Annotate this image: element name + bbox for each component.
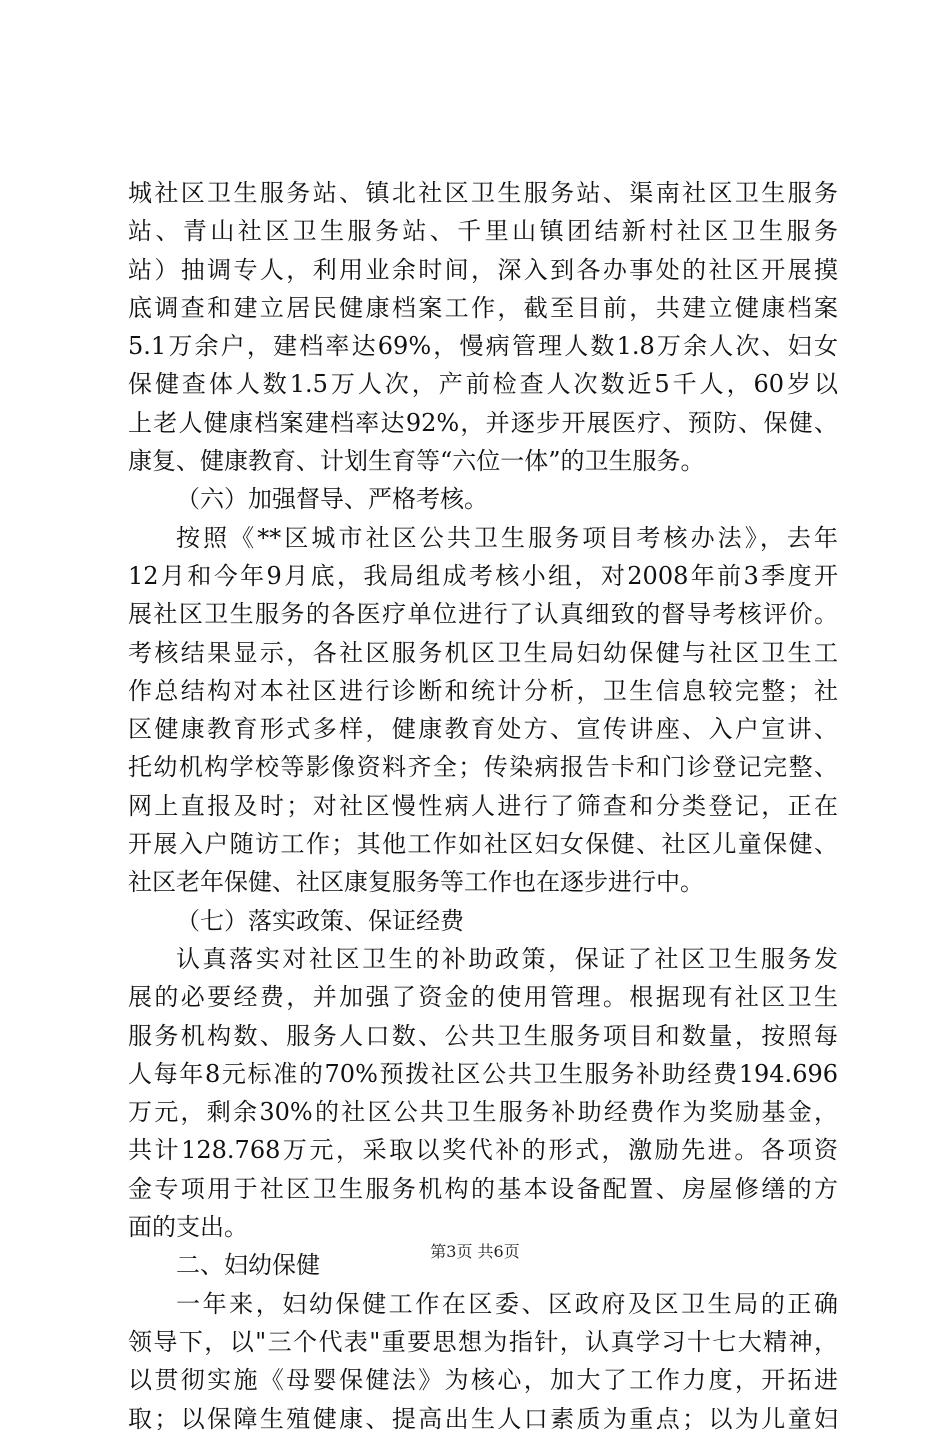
text-line: 城社区卫生服务站、镇北社区卫生服务站、渠南社区卫生服务 <box>128 179 838 207</box>
text-line: 领导下，以"三个代表"重要思想为指针，认真学习十七大精神， <box>128 1327 838 1356</box>
text-line: 站）抽调专人，利用业余时间，深入到各办事处的社区开展摸 <box>128 255 838 284</box>
text-line: 底调查和建立居民健康档案工作，截至目前，共建立健康档案 <box>128 293 838 322</box>
text-line: 5.1万余户，建档率达69%，慢病管理人数1.8万余人次、妇女 <box>128 332 838 361</box>
text-line: 人每年8元标准的70%预拨社区公共卫生服务补助经费194.696 <box>128 1059 838 1088</box>
text-line: （六）加强督导、严格考核。 <box>176 485 488 514</box>
text-line: 托幼机构学校等影像资料齐全；传染病报告卡和门诊登记完整、 <box>128 753 838 782</box>
text-line: 取；以保障生殖健康、提高出生人口素质为重点；以为儿童妇 <box>128 1404 838 1433</box>
text-line: 一年来，妇幼保健工作在区委、区政府及区卫生局的正确 <box>176 1289 838 1318</box>
text-line: 康复、健康教育、计划生育等“六位一体”的卫生服务。 <box>128 447 705 476</box>
text-line: 12月和今年9月底，我局组成考核小组，对2008年前3季度开 <box>128 561 838 590</box>
text-line: 展社区卫生服务的各医疗单位进行了认真细致的督导考核评价。 <box>128 600 838 629</box>
text-line: 金专项用于社区卫生服务机构的基本设备配置、房屋修缮的方 <box>128 1174 838 1203</box>
text-line: 保健查体人数1.5万人次，产前检查人次数近5千人，60岁以 <box>128 370 838 399</box>
text-line: 展的必要经费，并加强了资金的使用管理。根据现有社区卫生 <box>128 983 838 1012</box>
text-line: 二、妇幼保健 <box>176 1251 320 1280</box>
text-line: 服务机构数、服务人口数、公共卫生服务项目和数量，按照每 <box>128 1021 838 1050</box>
text-line: 社区老年保健、社区康复服务等工作也在逐步进行中。 <box>128 868 704 897</box>
text-line: 共计128.768万元，采取以奖代补的形式，激励先进。各项资 <box>128 1136 838 1165</box>
text-line: （七）落实政策、保证经费 <box>176 906 464 935</box>
page-footer: 第3页 共6页 <box>430 1242 520 1261</box>
text-line: 开展入户随访工作；其他工作如社区妇女保健、社区儿童保健、 <box>128 830 838 859</box>
text-line: 按照《**区城市社区公共卫生服务项目考核办法》，去年 <box>176 523 838 552</box>
text-line: 区健康教育形式多样，健康教育处方、宣传讲座、入户宣讲、 <box>128 715 838 744</box>
text-line: 以贯彻实施《母婴保健法》为核心，加大了工作力度，开拓进 <box>128 1366 838 1395</box>
text-line: 网上直报及时；对社区慢性病人进行了筛查和分类登记，正在 <box>128 791 838 820</box>
text-line: 面的支出。 <box>128 1213 248 1242</box>
text-line: 站、青山社区卫生服务站、千里山镇团结新村社区卫生服务 <box>128 217 838 246</box>
text-line: 作总结构对本社区进行诊断和统计分析，卫生信息较完整；社 <box>128 676 838 705</box>
text-line: 上老人健康档案建档率达92%，并逐步开展医疗、预防、保健、 <box>128 408 838 437</box>
text-line: 万元，剩余30%的社区公共卫生服务补助经费作为奖励基金， <box>128 1098 838 1127</box>
text-line: 考核结果显示，各社区服务机区卫生局妇幼保健与社区卫生工 <box>128 638 838 667</box>
text-line: 认真落实对社区卫生的补助政策，保证了社区卫生服务发 <box>176 944 838 973</box>
